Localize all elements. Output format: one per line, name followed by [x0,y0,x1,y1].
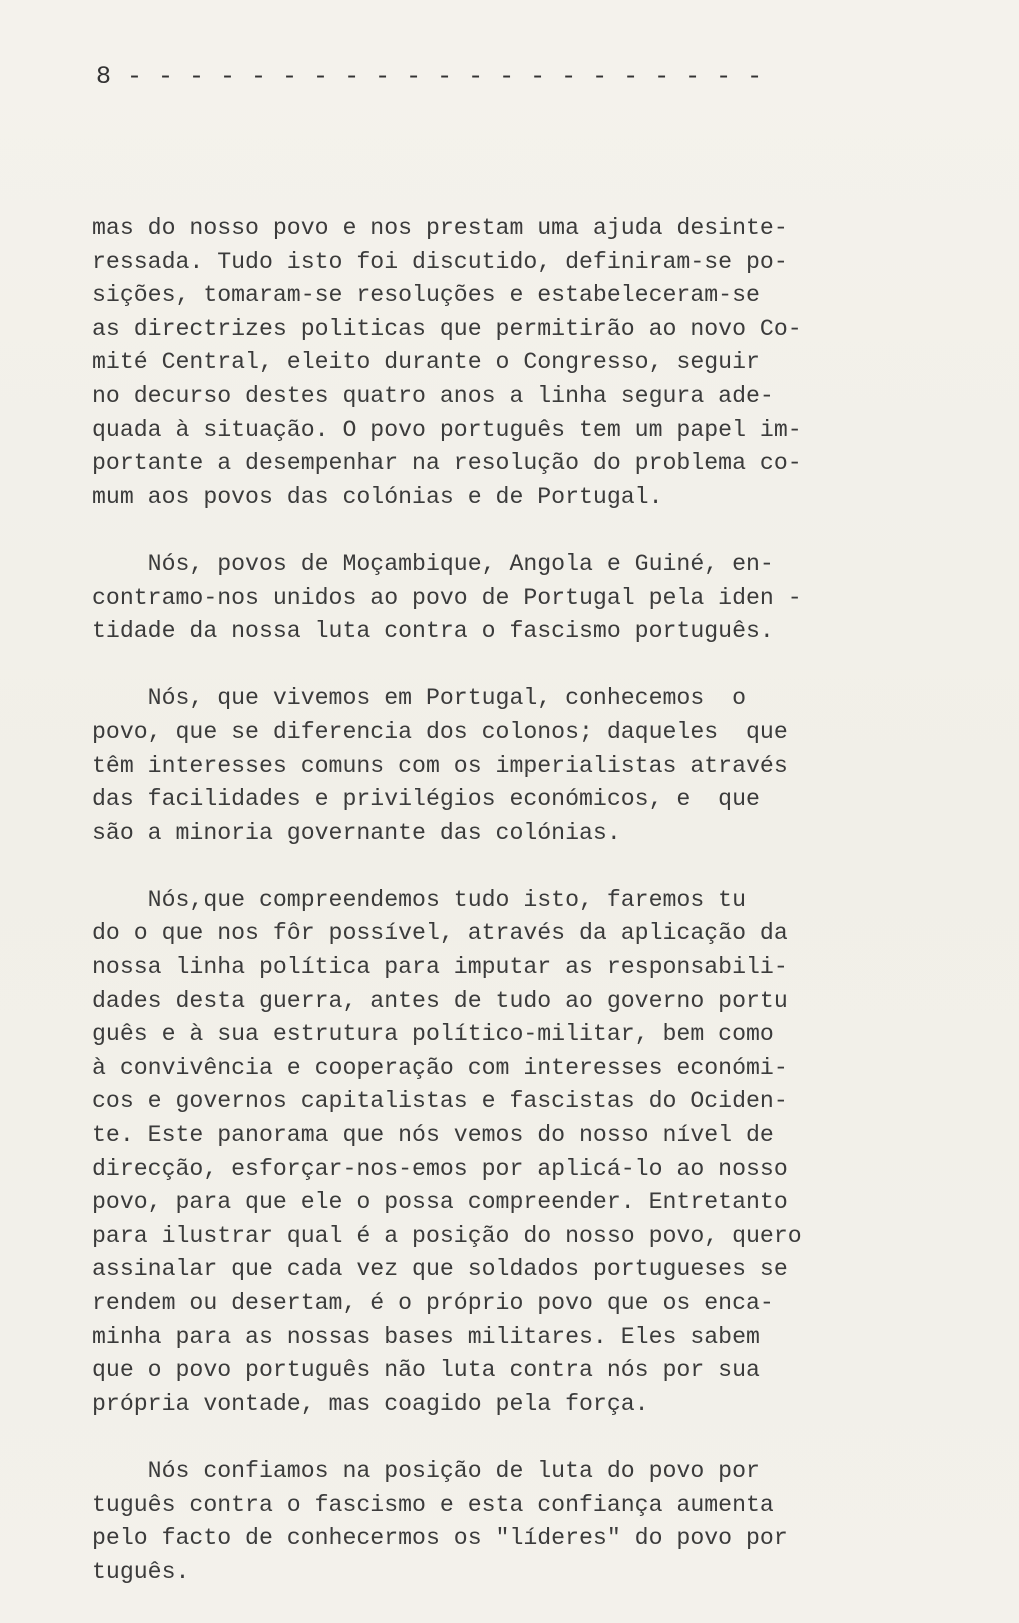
text-line: mum aos povos das colónias e de Portugal. [92,483,663,510]
text-line: te. Este panorama que nós vemos do nosso nível de [92,1122,774,1149]
text-line: assinalar que cada vez que soldados portugueses se [92,1256,788,1283]
text-line: povo, para que ele o possa compreender. Entretanto [92,1189,788,1216]
text-line: para ilustrar qual é a posição do nosso povo, quero [92,1222,802,1249]
text-line: direcção, esforçar-nos-emos por aplicá-lo ao nosso [92,1155,788,1182]
text-line: das facilidades e privilégios económicos, e que [92,786,760,813]
paragraph [92,682,912,850]
text-line: tuguês. [92,1558,190,1585]
text-line: Nós confiamos na posição de luta do povo por [92,1457,760,1484]
text-line: quada à situação. O povo português tem um papel im- [92,416,802,443]
text-line: Nós,que compreendemos tudo isto, faremos tu [92,886,746,913]
text-line: Nós, povos de Moçambique, Angola e Guiné, en- [92,550,774,577]
paragraph-gap [92,514,912,548]
text-line: têm interesses comuns com os imperialistas através [92,752,788,779]
paragraph [92,212,912,514]
text-line: tuguês contra o fascismo e esta confiança aumenta [92,1491,774,1518]
header-dash-rule: - - - - - - - - - - - - - - - - - - - - - [127,62,763,91]
text-line: rendem ou desertam, é o próprio povo que os enca- [92,1290,774,1316]
text-line: sições, tomaram-se resoluções e estabeleceram-se [92,282,760,309]
text-line: Nós, que vivemos em Portugal, conhecemos o [92,685,746,712]
text-line: mas do nosso povo e nos prestam uma ajuda desinte- [92,215,788,241]
paragraph [92,884,912,1422]
text-line: tidade da nossa luta contra o fascismo português. [92,618,774,645]
paragraph-gap [92,649,912,683]
text-line: do o que nos fôr possível, através da aplicação da [92,920,788,947]
text-line: mité Central, eleito durante o Congresso, seguir [92,349,760,376]
paragraph-gap [92,850,912,884]
text-line: são a minoria governante das colónias. [92,819,621,846]
text-line: guês e à sua estrutura político-militar, bem como [92,1021,774,1048]
text-line: povo, que se diferencia dos colonos; daqueles que [92,718,788,745]
text-line: as directrizes politicas que permitirão ao novo Co- [92,315,802,342]
text-line: própria vontade, mas coagido pela força. [92,1390,649,1417]
text-line: que o povo português não luta contra nós por sua [92,1357,760,1384]
text-line: cos e governos capitalistas e fascistas do Ociden- [92,1088,788,1115]
text-line: à convivência e cooperação com interesses económi- [92,1054,788,1081]
text-line: pelo facto de conhecermos os "líderes" do povo por [92,1525,788,1552]
text-line: nossa linha política para imputar as responsabili- [92,954,788,981]
body-text [92,212,912,1589]
text-line: portante a desempenhar na resolução do problema co- [92,450,802,477]
page-header [96,62,763,91]
text-line: no decurso destes quatro anos a linha segura ade- [92,382,774,409]
text-line: minha para as nossas bases militares. Eles sabem [92,1323,760,1350]
text-line: dades desta guerra, antes de tudo ao governo portu [92,987,788,1014]
text-line: contramo-nos unidos ao povo de Portugal pela iden - [92,584,802,611]
paragraph-gap [92,1421,912,1455]
paragraph [92,1455,912,1589]
paragraph [92,548,912,649]
text-line: ressada. Tudo isto foi discutido, definiram-se po- [92,248,788,275]
page-number: 8 [96,62,112,91]
